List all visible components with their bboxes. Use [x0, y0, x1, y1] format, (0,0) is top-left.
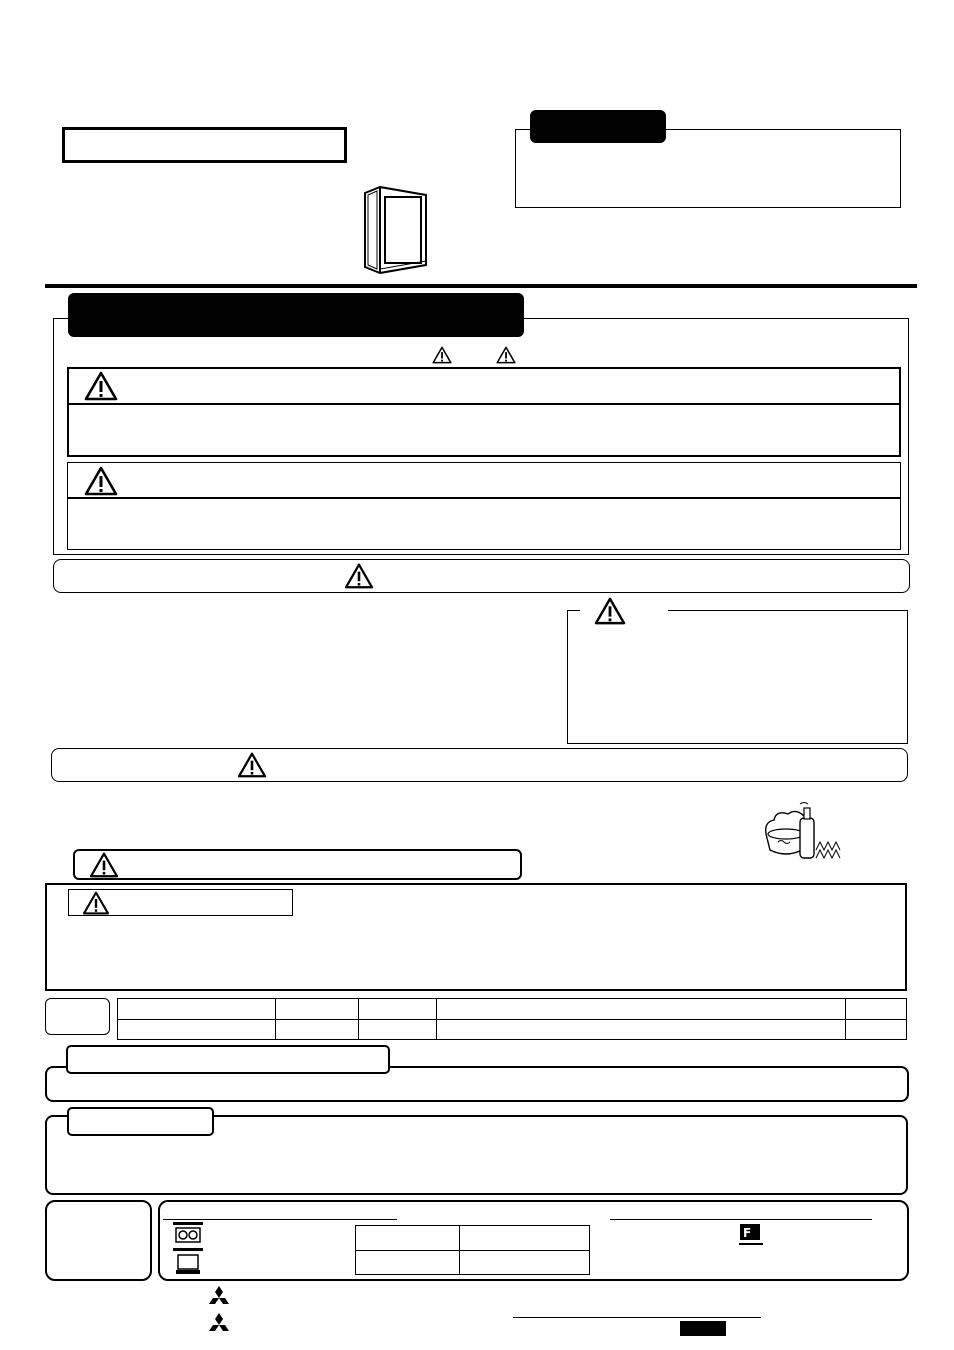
internet-icon [172, 1247, 204, 1277]
install-section-bar [53, 559, 910, 593]
table-row [118, 999, 907, 1020]
usage-warning-icon [237, 752, 267, 778]
install-caution-icon [594, 597, 626, 625]
usage-section-bar [51, 748, 908, 782]
contact-table [355, 1225, 590, 1275]
install-warning-icon [344, 563, 374, 589]
divider [45, 284, 917, 288]
mitsubishi-logo-icon [205, 1285, 233, 1311]
section-b-tab [67, 1107, 214, 1136]
free-dial-icon [172, 1221, 204, 1245]
maintenance-warning-icon [89, 852, 119, 878]
contact-label [45, 1200, 152, 1281]
free-fax-icon [737, 1223, 765, 1247]
footer-tag [680, 1321, 726, 1336]
warning-icon [432, 346, 452, 364]
warning-heading-icon [84, 371, 118, 401]
table-row [118, 1019, 907, 1040]
header-tag [530, 110, 666, 143]
spec-table [117, 998, 907, 1040]
svg-text:F: F [743, 1226, 752, 1240]
mitsubishi-logo-icon [205, 1312, 233, 1338]
footer-rule [513, 1317, 761, 1318]
maintenance-tab [73, 849, 522, 880]
spec-label [45, 998, 110, 1035]
contact-rule-right [610, 1219, 872, 1220]
safety-banner [68, 293, 524, 337]
product-illustration [360, 185, 432, 275]
maintenance-caution-icon [82, 891, 110, 915]
cleaning-supplies-illustration [760, 800, 844, 866]
table-row [356, 1250, 590, 1275]
table-row [356, 1226, 590, 1251]
caution-icon [496, 346, 516, 364]
install-caution-box [567, 610, 908, 744]
title-box [62, 127, 347, 163]
contact-rule-left [163, 1219, 397, 1220]
warning-block [67, 367, 901, 457]
caution-block [67, 462, 901, 550]
caution-heading-icon [84, 466, 118, 496]
section-a-tab [66, 1045, 390, 1074]
